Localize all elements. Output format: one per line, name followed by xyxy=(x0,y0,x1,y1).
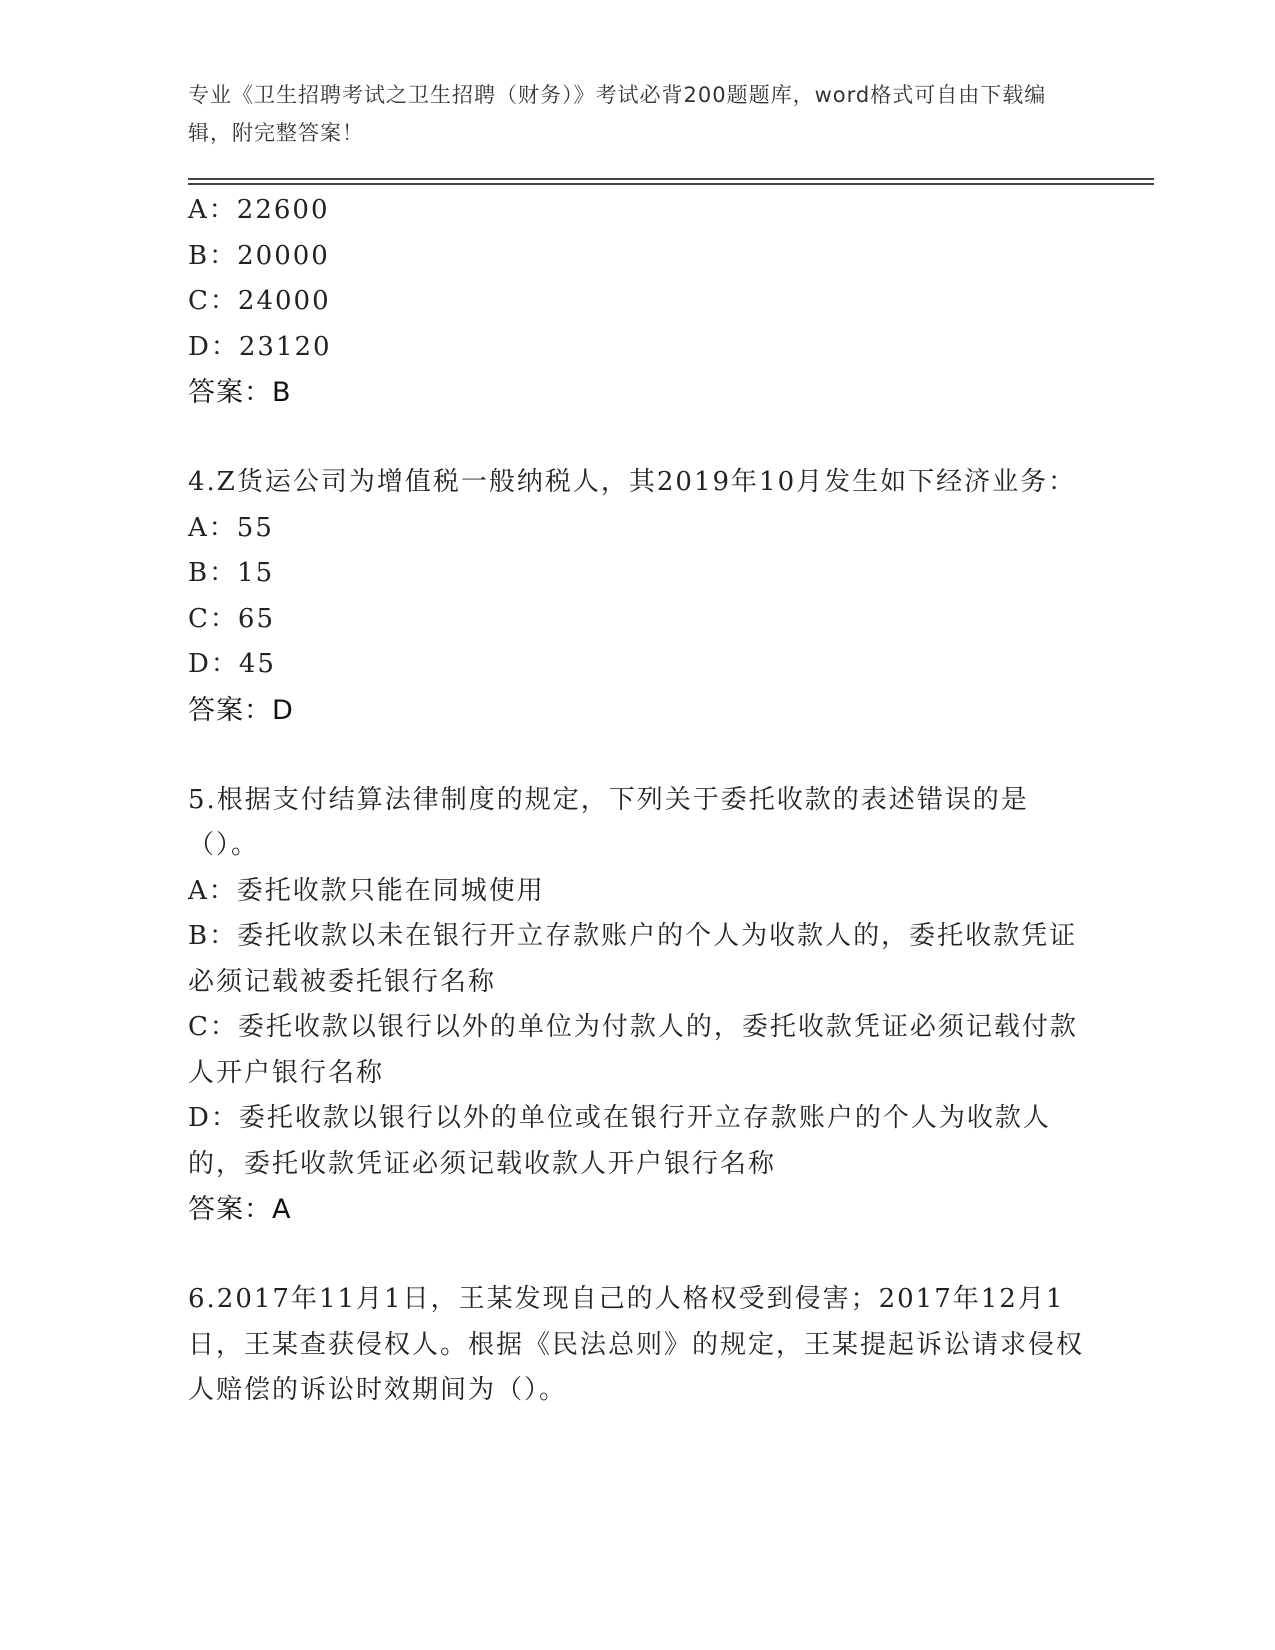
option-letter: D： xyxy=(188,331,239,362)
option-d xyxy=(188,325,1088,371)
document-header xyxy=(188,76,1068,152)
option-d xyxy=(188,642,1088,688)
option-letter: C： xyxy=(188,1012,238,1042)
answer-label: 答案：D xyxy=(188,694,294,726)
option-text: 委托收款以未在银行开立存款账户的个人为收款人的，委托收款凭证必须记载被委托银行名称 xyxy=(188,921,1078,997)
option-letter: A： xyxy=(188,512,237,543)
question-text: 5.根据支付结算法律制度的规定，下列关于委托收款的表述错误的是（）。 xyxy=(188,784,1029,860)
option-b xyxy=(188,914,1088,1005)
option-a xyxy=(188,506,1088,552)
option-letter: B： xyxy=(188,240,238,271)
question-text: 6.2017年11月1日，王某发现自己的人格权受到侵害；2017年12月1日，王某查获侵权人。根据《民法总则》的规定，王某提起诉讼请求侵权人赔偿的诉讼时效期间为（）。 xyxy=(188,1284,1085,1405)
option-text: 23120 xyxy=(238,331,332,362)
answer-label: 答案：B xyxy=(188,377,292,408)
option-text: 20000 xyxy=(237,240,330,271)
option-c xyxy=(188,279,1088,325)
option-text: 65 xyxy=(237,603,275,634)
header-rule-bottom xyxy=(188,183,1154,185)
document-body xyxy=(188,188,1088,1414)
option-letter: B： xyxy=(188,921,238,951)
option-a xyxy=(188,869,1088,915)
option-letter: D： xyxy=(188,1103,239,1133)
option-letter: A： xyxy=(188,195,237,225)
header-title: 专业《卫生招聘考试之卫生招聘（财务）》考试必背200题题库，word格式可自由下载编辑，附完整答案！ xyxy=(188,83,1047,145)
option-b xyxy=(188,234,1088,280)
option-text: 22600 xyxy=(236,195,330,225)
option-d xyxy=(188,1096,1088,1187)
question-4-block xyxy=(188,460,1088,733)
option-c xyxy=(188,597,1088,643)
option-text: 45 xyxy=(238,649,276,679)
question-text: 4.Z货运公司为增值税一般纳税人，其2019年10月发生如下经济业务： xyxy=(188,467,1077,497)
option-text: 委托收款以银行以外的单位或在银行开立存款账户的个人为收款人的，委托收款凭证必须记载收款人开户银行名称 xyxy=(188,1103,1051,1179)
spacer xyxy=(188,733,1088,778)
option-letter: A： xyxy=(188,875,237,906)
option-a xyxy=(188,188,1088,234)
option-text: 24000 xyxy=(237,286,331,316)
question-3-block xyxy=(188,188,1088,415)
spacer xyxy=(188,1232,1088,1277)
answer-label: 答案：A xyxy=(188,1194,292,1225)
header-rule-top xyxy=(188,178,1154,180)
question-5-block xyxy=(188,778,1088,1233)
option-text: 委托收款以银行以外的单位为付款人的，委托收款凭证必须记载付款人开户银行名称 xyxy=(188,1012,1078,1088)
option-text: 委托收款只能在同城使用 xyxy=(236,875,545,906)
option-letter: C： xyxy=(188,286,238,316)
option-letter: C： xyxy=(188,603,238,634)
option-c xyxy=(188,1005,1088,1096)
option-letter: B： xyxy=(188,558,238,588)
question-6-block xyxy=(188,1277,1088,1414)
option-letter: D： xyxy=(188,649,239,679)
option-b xyxy=(188,551,1088,597)
option-text: 15 xyxy=(237,558,275,588)
spacer xyxy=(188,415,1088,460)
option-text: 55 xyxy=(236,512,274,543)
